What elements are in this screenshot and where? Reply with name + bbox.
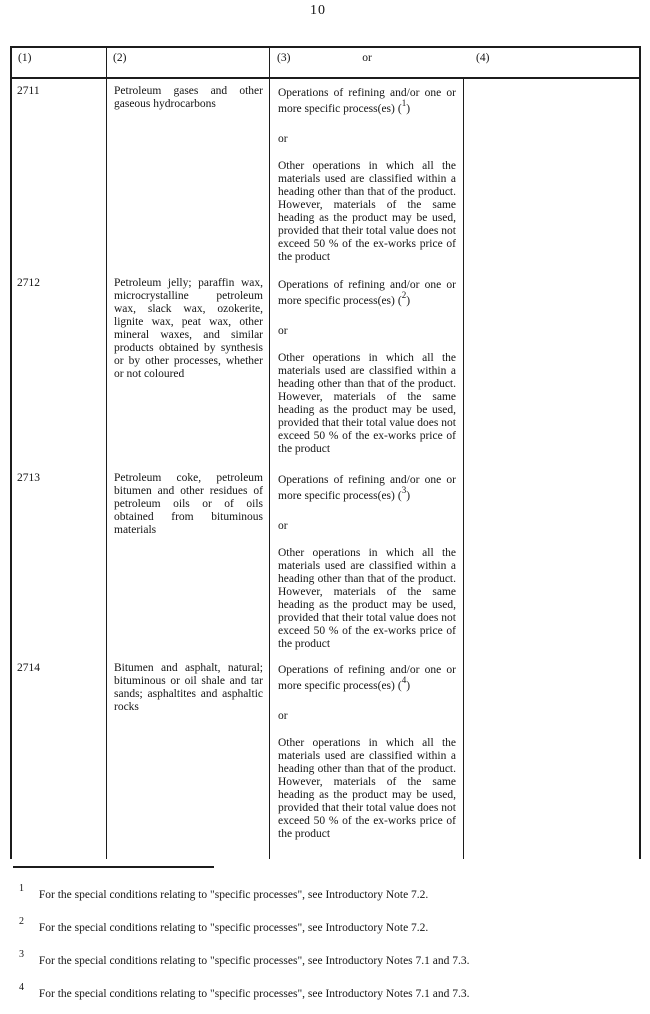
alternative-rule-cell — [464, 466, 639, 656]
rule-or: or — [278, 710, 288, 722]
heading-code-cell — [12, 271, 107, 466]
product-description: Petroleum jelly; paraffin wax, microcrystalline petroleum wax, slack wax, ozokerite, lignite wax, peat wax, other mineral waxes, and similar products obtained by synthesis or by other processes, whether or not coloured — [114, 277, 263, 380]
heading-code-cell — [12, 466, 107, 656]
origin-rules-table — [10, 46, 641, 859]
table-row — [12, 656, 639, 859]
footnote-ref-number: 1 — [401, 98, 407, 109]
footnote-separator-rule — [13, 866, 214, 868]
header-col1 — [12, 48, 107, 77]
header-col3-label: (3) — [277, 52, 291, 64]
rule-or: or — [278, 520, 288, 532]
product-description-cell — [107, 656, 270, 859]
table-body — [12, 79, 639, 859]
footnote — [19, 949, 559, 968]
footnote-text: For the special conditions relating to "specific processes", see Introductory Notes 7.1 and 7.3. — [38, 988, 470, 1000]
header-col2-label: (2) — [113, 52, 127, 64]
header-col2 — [107, 48, 270, 77]
footnote-ref-number: 3 — [401, 485, 407, 496]
header-or-label: or — [362, 52, 372, 64]
rule-intro — [278, 85, 456, 117]
rule-or: or — [278, 325, 288, 337]
footnote-ref-number: 2 — [401, 290, 407, 301]
footnote — [19, 883, 559, 902]
hs-code: 2713 — [17, 472, 40, 484]
rule-alternative: Other operations in which all the materials used are classified within a heading other than that of the product. However, materials of the same heading as the product may be used, provided that their total value does not exceed 50 % of the ex-works price of the product — [278, 547, 456, 650]
heading-code-cell — [12, 656, 107, 859]
alternative-rule-cell — [464, 79, 639, 271]
rule-intro-text: Operations of refining and/or one or more specific process(es) — [278, 474, 456, 502]
table-row — [12, 271, 639, 466]
alternative-rule-cell — [464, 656, 639, 859]
footnote — [19, 982, 559, 1001]
footnote-marker: 3 — [19, 949, 24, 961]
footnote-ref-open-paren: ( — [397, 295, 402, 307]
footnote-ref-number: 4 — [401, 675, 407, 686]
rule-intro-text: Operations of refining and/or one or more specific process(es) — [278, 87, 456, 115]
product-description-cell — [107, 271, 270, 466]
product-description: Bitumen and asphalt, natural; bituminous or oil shale and tar sands; asphaltites and asphaltic rocks — [114, 662, 263, 713]
footnote-text: For the special conditions relating to "specific processes", see Introductory Note 7.2. — [38, 889, 429, 901]
header-col1-label: (1) — [18, 52, 32, 64]
alternative-rule-cell — [464, 271, 639, 466]
footnote-text: For the special conditions relating to "specific processes", see Introductory Notes 7.1 and 7.3. — [38, 955, 470, 967]
product-description-cell — [107, 466, 270, 656]
working-rule-cell — [270, 656, 464, 859]
table-row — [12, 466, 639, 656]
footnote-ref-open-paren: ( — [397, 490, 402, 502]
footnote-ref-close-paren: ) — [406, 103, 411, 115]
footnote-ref-open-paren: ( — [397, 680, 402, 692]
header-col4-label: (4) — [476, 52, 490, 64]
working-rule-cell — [270, 79, 464, 271]
rule-alternative: Other operations in which all the materials used are classified within a heading other than that of the product. However, materials of the same heading as the product may be used, provided that their total value does not exceed 50 % of the ex-works price of the product — [278, 352, 456, 455]
product-description-cell — [107, 79, 270, 271]
footnote-reference — [397, 675, 411, 692]
hs-code: 2714 — [17, 662, 40, 674]
footnote-text: For the special conditions relating to "specific processes", see Introductory Note 7.2. — [38, 922, 429, 934]
rule-alternative: Other operations in which all the materials used are classified within a heading other than that of the product. However, materials of the same heading as the product may be used, provided that their total value does not exceed 50 % of the ex-works price of the product — [278, 160, 456, 263]
hs-code: 2711 — [17, 85, 40, 97]
footnote-ref-close-paren: ) — [406, 490, 411, 502]
working-rule-cell — [270, 466, 464, 656]
footnote-ref-close-paren: ) — [406, 680, 411, 692]
heading-code-cell — [12, 79, 107, 271]
footnote-reference — [397, 290, 411, 307]
product-description: Petroleum coke, petroleum bitumen and other residues of petroleum oils or of oils obtained from bituminous materials — [114, 472, 263, 536]
rule-or: or — [278, 133, 288, 145]
rule-intro — [278, 277, 456, 309]
page-number: 10 — [310, 3, 326, 18]
footnote-marker: 2 — [19, 916, 24, 928]
footnote-reference — [397, 98, 411, 115]
rule-intro-text: Operations of refining and/or one or more specific process(es) — [278, 279, 456, 307]
footnote-marker: 1 — [19, 883, 24, 895]
footnote-ref-close-paren: ) — [406, 295, 411, 307]
footnote-reference — [397, 485, 411, 502]
product-description: Petroleum gases and other gaseous hydrocarbons — [114, 85, 263, 110]
footnote — [19, 916, 559, 935]
rule-alternative: Other operations in which all the materials used are classified within a heading other than that of the product. However, materials of the same heading as the product may be used, provided that their total value does not exceed 50 % of the ex-works price of the product — [278, 737, 456, 840]
footnote-marker: 4 — [19, 982, 24, 994]
working-rule-cell — [270, 271, 464, 466]
table-header-row — [12, 48, 639, 79]
footnotes-section — [19, 883, 559, 1014]
table-row — [12, 79, 639, 271]
hs-code: 2712 — [17, 277, 40, 289]
rule-intro-text: Operations of refining and/or one or more specific process(es) — [278, 664, 456, 692]
rule-intro — [278, 472, 456, 504]
footnote-ref-open-paren: ( — [397, 103, 402, 115]
header-col3-col4 — [270, 48, 639, 77]
rule-intro — [278, 662, 456, 694]
